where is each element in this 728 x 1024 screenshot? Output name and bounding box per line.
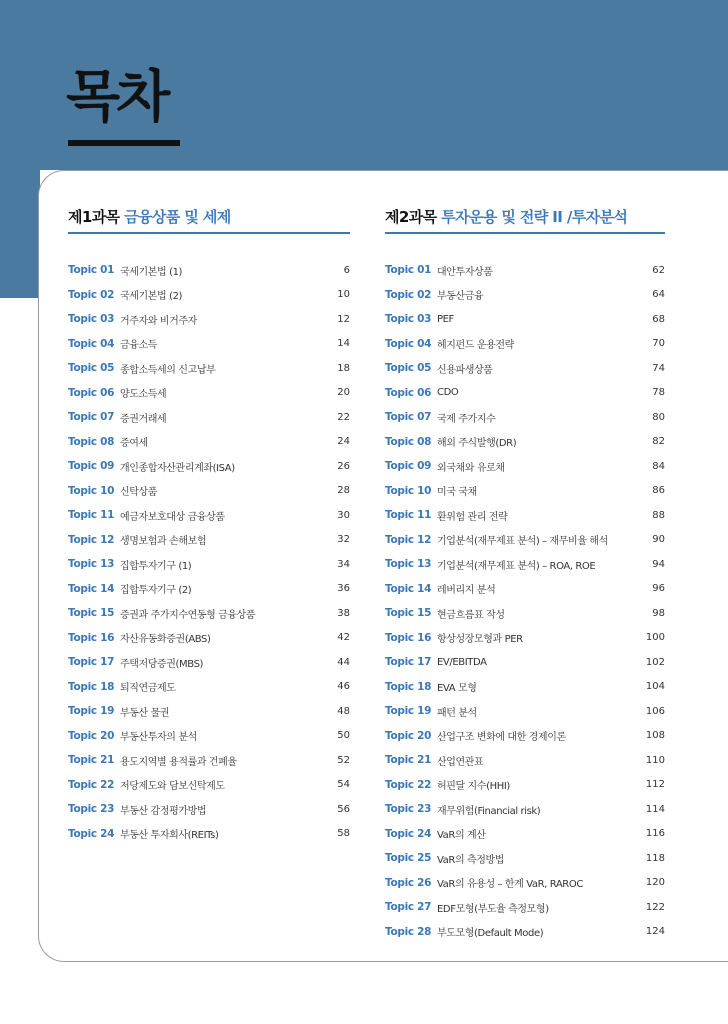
toc-entry[interactable] — [385, 454, 665, 479]
toc-entry[interactable] — [385, 479, 665, 504]
topic-number: Topic 18 — [68, 680, 115, 693]
subject-name: 금융상품 및 세제 — [124, 208, 231, 226]
topic-page: 68 — [652, 313, 665, 325]
topic-page: 80 — [652, 411, 665, 423]
topic-list-1 — [68, 258, 350, 846]
topic-title: CDO — [437, 387, 459, 399]
toc-entry[interactable] — [68, 503, 350, 528]
toc-entry[interactable] — [385, 528, 665, 553]
toc-entry[interactable] — [68, 724, 350, 749]
topic-title: 국제 주가지수 — [437, 413, 496, 425]
topic-page: 20 — [337, 387, 350, 399]
topic-title: EDF모형(부도율 측정모형) — [437, 903, 549, 915]
topic-number: Topic 18 — [385, 680, 432, 693]
toc-entry[interactable] — [385, 430, 665, 455]
topic-title: 주택저당증권(MBS) — [120, 658, 204, 670]
toc-entry[interactable] — [68, 307, 350, 332]
topic-page: 120 — [645, 877, 665, 889]
topic-number: Topic 21 — [68, 754, 115, 767]
topic-page: 108 — [645, 730, 665, 742]
topic-title: 기업분석(재무제표 분석) – ROA, ROE — [437, 560, 596, 572]
toc-entry[interactable] — [385, 601, 665, 626]
subject-heading-2 — [385, 206, 665, 230]
topic-title: 거주자와 비거주자 — [120, 315, 197, 327]
topic-page: 58 — [337, 828, 350, 840]
topic-number: Topic 02 — [68, 288, 115, 301]
toc-entry[interactable] — [68, 675, 350, 700]
topic-number: Topic 14 — [68, 582, 115, 595]
topic-number: Topic 01 — [68, 264, 115, 277]
toc-entry[interactable] — [68, 332, 350, 357]
toc-entry[interactable] — [68, 258, 350, 283]
toc-entry[interactable] — [385, 283, 665, 308]
topic-title: 예금자보호대상 금융상품 — [120, 511, 225, 523]
topic-number: Topic 22 — [385, 778, 432, 791]
topic-title: 저당제도와 담보신탁제도 — [120, 781, 225, 793]
subject-rule — [68, 232, 350, 234]
topic-number: Topic 06 — [68, 386, 115, 399]
topic-number: Topic 16 — [68, 631, 115, 644]
toc-entry[interactable] — [68, 430, 350, 455]
toc-entry[interactable] — [385, 258, 665, 283]
toc-entry[interactable] — [385, 773, 665, 798]
topic-page: 116 — [645, 828, 665, 840]
toc-entry[interactable] — [68, 626, 350, 651]
topic-title: 헤지펀드 운용전략 — [437, 340, 514, 352]
topic-title: 해외 주식발행(DR) — [437, 438, 517, 450]
topic-title: 자산유동화증권(ABS) — [120, 634, 211, 646]
topic-title: 대안투자상품 — [437, 266, 493, 278]
topic-page: 10 — [337, 289, 350, 301]
topic-page: 112 — [645, 779, 665, 791]
topic-number: Topic 23 — [385, 803, 432, 816]
topic-page: 102 — [645, 656, 665, 668]
topic-page: 12 — [337, 313, 350, 325]
topic-title: 환위험 관리 전략 — [437, 511, 508, 523]
topic-number: Topic 07 — [68, 411, 115, 424]
topic-page: 110 — [645, 754, 665, 766]
topic-title: 집합투자기구 (2) — [120, 585, 192, 597]
topic-title: 부동산 물권 — [120, 707, 170, 719]
topic-number: Topic 01 — [385, 264, 432, 277]
topic-page: 38 — [337, 607, 350, 619]
topic-number: Topic 19 — [68, 705, 115, 718]
topic-number: Topic 03 — [68, 313, 115, 326]
toc-entry[interactable] — [385, 381, 665, 406]
topic-title: 기업분석(재무제표 분석) – 재무비율 해석 — [437, 536, 608, 548]
topic-title: 부도모형(Default Mode) — [437, 928, 544, 940]
topic-page: 6 — [343, 264, 350, 276]
subject-rule — [385, 232, 665, 234]
topic-title: EV/EBITDA — [437, 656, 487, 668]
toc-entry[interactable] — [68, 650, 350, 675]
toc-entry[interactable] — [68, 797, 350, 822]
topic-page: 44 — [337, 656, 350, 668]
toc-entry[interactable] — [385, 650, 665, 675]
topic-page: 30 — [337, 509, 350, 521]
topic-title: 증권거래세 — [120, 413, 167, 425]
topic-page: 96 — [652, 583, 665, 595]
topic-page: 78 — [652, 387, 665, 399]
topic-page: 18 — [337, 362, 350, 374]
topic-page: 74 — [652, 362, 665, 374]
topic-page: 84 — [652, 460, 665, 472]
topic-number: Topic 12 — [68, 533, 115, 546]
topic-page: 114 — [645, 803, 665, 815]
topic-page: 124 — [645, 926, 665, 938]
topic-title: 개인종합자산관리계좌(ISA) — [120, 462, 235, 474]
topic-title: 종합소득세의 신고납부 — [120, 364, 216, 376]
toc-entry[interactable] — [68, 479, 350, 504]
topic-number: Topic 02 — [385, 288, 432, 301]
topic-title: 생명보험과 손해보험 — [120, 536, 207, 548]
topic-page: 26 — [337, 460, 350, 472]
topic-number: Topic 15 — [68, 607, 115, 620]
subject-column-2 — [385, 206, 665, 944]
toc-entry[interactable] — [385, 699, 665, 724]
topic-number: Topic 09 — [385, 460, 432, 473]
toc-entry[interactable] — [68, 577, 350, 602]
subject-column-1 — [68, 206, 350, 846]
topic-page: 94 — [652, 558, 665, 570]
topic-page: 98 — [652, 607, 665, 619]
toc-entry[interactable] — [68, 381, 350, 406]
topic-number: Topic 09 — [68, 460, 115, 473]
topic-number: Topic 28 — [385, 925, 432, 938]
topic-page: 52 — [337, 754, 350, 766]
toc-entry[interactable] — [385, 920, 665, 945]
topic-number: Topic 04 — [385, 337, 432, 350]
topic-title: 양도소득세 — [120, 389, 167, 401]
topic-title: 국세기본법 (2) — [120, 291, 183, 303]
topic-number: Topic 05 — [385, 362, 432, 375]
topic-page: 64 — [652, 289, 665, 301]
topic-title: 신용파생상품 — [437, 364, 493, 376]
toc-entry[interactable] — [68, 601, 350, 626]
toc-entry[interactable] — [68, 773, 350, 798]
toc-entry[interactable] — [68, 748, 350, 773]
topic-page: 36 — [337, 583, 350, 595]
topic-title: PEF — [437, 313, 454, 325]
topic-title: 산업연관표 — [437, 756, 484, 768]
topic-title: 산업구조 변화에 대한 경제이론 — [437, 732, 566, 744]
topic-page: 24 — [337, 436, 350, 448]
toc-entry[interactable] — [385, 356, 665, 381]
topic-title: 미국 국채 — [437, 487, 477, 499]
topic-page: 22 — [337, 411, 350, 423]
topic-number: Topic 27 — [385, 901, 432, 914]
topic-number: Topic 07 — [385, 411, 432, 424]
topic-page: 28 — [337, 485, 350, 497]
toc-entry[interactable] — [385, 846, 665, 871]
page-title: 목차 — [66, 65, 167, 130]
topic-number: Topic 21 — [385, 754, 432, 767]
toc-entry[interactable] — [385, 626, 665, 651]
topic-number: Topic 13 — [68, 558, 115, 571]
topic-title: 부동산 투자회사(REITs) — [120, 830, 219, 842]
topic-page: 90 — [652, 534, 665, 546]
toc-entry[interactable] — [385, 871, 665, 896]
topic-number: Topic 15 — [385, 607, 432, 620]
topic-number: Topic 04 — [68, 337, 115, 350]
topic-number: Topic 25 — [385, 852, 432, 865]
topic-page: 48 — [337, 705, 350, 717]
topic-number: Topic 24 — [385, 827, 432, 840]
subject-heading-1 — [68, 206, 350, 230]
topic-page: 42 — [337, 632, 350, 644]
topic-number: Topic 12 — [385, 533, 432, 546]
topic-number: Topic 11 — [385, 509, 432, 522]
topic-number: Topic 08 — [385, 435, 432, 448]
toc-entry[interactable] — [68, 822, 350, 847]
topic-number: Topic 14 — [385, 582, 432, 595]
topic-number: Topic 23 — [68, 803, 115, 816]
topic-title: VaR의 유용성 – 한계 VaR, RAROC — [437, 879, 583, 891]
topic-title: 신탁상품 — [120, 487, 158, 499]
topic-page: 62 — [652, 264, 665, 276]
topic-number: Topic 19 — [385, 705, 432, 718]
toc-entry[interactable] — [385, 675, 665, 700]
topic-page: 86 — [652, 485, 665, 497]
subject-prefix: 제2과목 — [385, 208, 437, 226]
topic-number: Topic 08 — [68, 435, 115, 448]
topic-page: 50 — [337, 730, 350, 742]
side-band — [0, 168, 40, 298]
topic-title: 증권과 주가지수연동형 금융상품 — [120, 609, 256, 621]
topic-number: Topic 20 — [385, 729, 432, 742]
topic-list-2 — [385, 258, 665, 944]
toc-entry[interactable] — [68, 283, 350, 308]
toc-entry[interactable] — [385, 895, 665, 920]
topic-page: 54 — [337, 779, 350, 791]
topic-title: 금융소득 — [120, 340, 158, 352]
topic-number: Topic 16 — [385, 631, 432, 644]
topic-number: Topic 17 — [68, 656, 115, 669]
topic-number: Topic 13 — [385, 558, 432, 571]
toc-entry[interactable] — [68, 552, 350, 577]
topic-page: 82 — [652, 436, 665, 448]
topic-title: 증여세 — [120, 438, 148, 450]
toc-entry[interactable] — [68, 405, 350, 430]
topic-title: EVA 모형 — [437, 683, 477, 695]
toc-entry[interactable] — [385, 405, 665, 430]
topic-number: Topic 10 — [385, 484, 432, 497]
topic-page: 122 — [645, 901, 665, 913]
toc-entry[interactable] — [385, 552, 665, 577]
topic-page: 118 — [645, 852, 665, 864]
topic-page: 34 — [337, 558, 350, 570]
topic-number: Topic 26 — [385, 876, 432, 889]
toc-entry[interactable] — [385, 822, 665, 847]
topic-title: 부동산투자의 분석 — [120, 732, 197, 744]
toc-entry[interactable] — [68, 356, 350, 381]
topic-title: 외국채와 유로채 — [437, 462, 505, 474]
topic-title: 항상성장모형과 PER — [437, 634, 523, 646]
toc-entry[interactable] — [385, 332, 665, 357]
topic-number: Topic 24 — [68, 827, 115, 840]
topic-page: 100 — [645, 632, 665, 644]
toc-entry[interactable] — [385, 797, 665, 822]
topic-page: 56 — [337, 803, 350, 815]
topic-title: 레버리지 분석 — [437, 585, 496, 597]
topic-number: Topic 20 — [68, 729, 115, 742]
toc-entry[interactable] — [385, 307, 665, 332]
topic-page: 32 — [337, 534, 350, 546]
topic-title: 허핀달 지수(HHI) — [437, 781, 510, 793]
topic-page: 106 — [645, 705, 665, 717]
topic-number: Topic 10 — [68, 484, 115, 497]
topic-title: VaR의 계산 — [437, 830, 486, 842]
topic-title: 패턴 분석 — [437, 707, 477, 719]
topic-number: Topic 22 — [68, 778, 115, 791]
topic-page: 14 — [337, 338, 350, 350]
topic-title: 퇴직연금제도 — [120, 683, 176, 695]
toc-entry[interactable] — [68, 528, 350, 553]
topic-title: 부동산금융 — [437, 291, 484, 303]
topic-title: 국세기본법 (1) — [120, 266, 183, 278]
topic-title: 부동산 감정평가방법 — [120, 805, 207, 817]
toc-entry[interactable] — [385, 577, 665, 602]
topic-page: 88 — [652, 509, 665, 521]
topic-title: 현금흐름표 작성 — [437, 609, 505, 621]
toc-entry[interactable] — [68, 454, 350, 479]
topic-title: 집합투자기구 (1) — [120, 560, 192, 572]
topic-number: Topic 05 — [68, 362, 115, 375]
topic-number: Topic 17 — [385, 656, 432, 669]
topic-title: 용도지역별 용적률과 건폐율 — [120, 756, 237, 768]
subject-name: 투자운용 및 전략 II /투자분석 — [441, 208, 628, 226]
topic-page: 70 — [652, 338, 665, 350]
subject-prefix: 제1과목 — [68, 208, 120, 226]
topic-title: VaR의 측정방법 — [437, 854, 505, 866]
toc-entry[interactable] — [68, 699, 350, 724]
topic-number: Topic 11 — [68, 509, 115, 522]
topic-page: 104 — [645, 681, 665, 693]
topic-title: 재무위험(Financial risk) — [437, 805, 541, 817]
toc-entry[interactable] — [385, 503, 665, 528]
title-underline — [68, 140, 180, 146]
topic-number: Topic 03 — [385, 313, 432, 326]
topic-number: Topic 06 — [385, 386, 432, 399]
toc-entry[interactable] — [385, 748, 665, 773]
toc-entry[interactable] — [385, 724, 665, 749]
topic-page: 46 — [337, 681, 350, 693]
